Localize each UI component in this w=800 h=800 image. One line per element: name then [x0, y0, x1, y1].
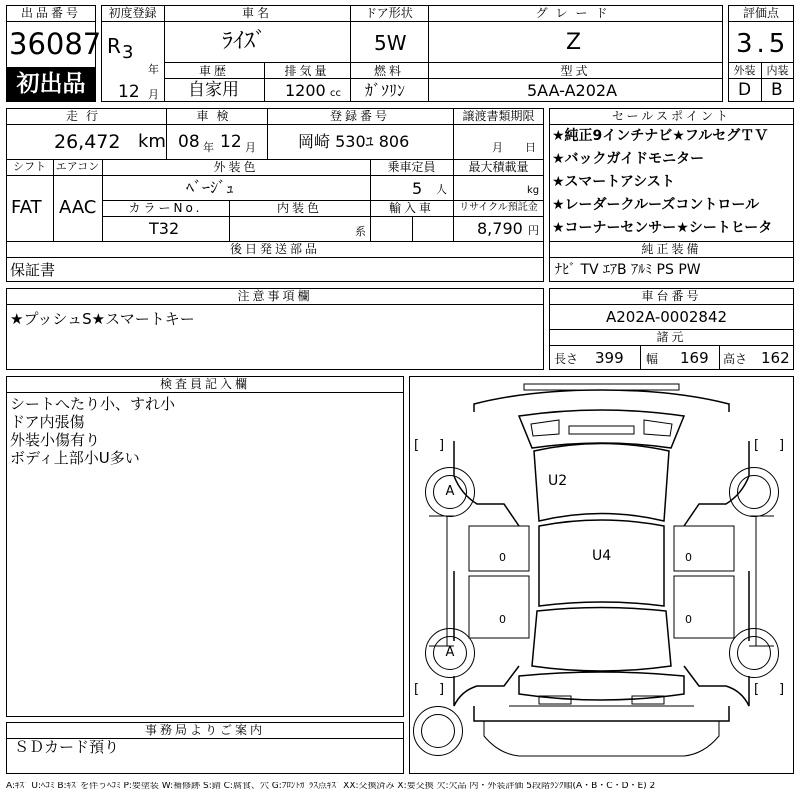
mileage: 26,472	[54, 131, 121, 153]
width: 169	[680, 349, 709, 367]
transfer-day-unit: 日	[525, 141, 536, 154]
inspector-label: 検査員記入欄	[159, 377, 250, 391]
selling-point-item: ★スマートアシスト	[552, 174, 675, 190]
later-parts-label: 後日発送部品	[229, 242, 320, 256]
era: R	[107, 34, 121, 58]
capacity-label: 乗車定員	[387, 160, 436, 174]
interior-grade: B	[771, 80, 783, 100]
import-label: 輸入車	[388, 201, 434, 215]
inspector-line: ボディ上部小U多い	[10, 449, 140, 467]
later-parts: 保証書	[10, 261, 56, 279]
wheel-front-right-inner	[737, 475, 771, 509]
air-conditioner: AAC	[59, 197, 97, 218]
door-label: ドア形状	[365, 6, 413, 20]
ac-label: エアコン	[55, 160, 100, 173]
year-unit: 年	[148, 63, 159, 76]
int-color-unit: 系	[355, 225, 366, 238]
recycle-unit: 円	[528, 224, 539, 237]
ext-color: ﾍﾞｰｼﾞｭ	[186, 178, 235, 197]
divider	[6, 175, 544, 176]
width-label: 幅	[646, 352, 659, 366]
model-label: 型式	[560, 64, 591, 78]
selling-points-label: セールスポイント	[612, 109, 731, 123]
divider	[102, 216, 544, 217]
diagram-mark: 0	[499, 613, 506, 626]
inspection-year-unit: 年	[203, 141, 214, 154]
interior-label: 内装	[766, 64, 789, 77]
car-name-label: 車名	[241, 6, 272, 20]
divider	[549, 124, 794, 125]
selling-point-item: ★バックガイドモニター	[552, 151, 705, 167]
inspector-line: ドア内張傷	[10, 413, 85, 431]
divider	[164, 78, 723, 79]
divider	[6, 392, 404, 393]
equipment-label: 純正装備	[641, 242, 702, 256]
grade-label: グレード	[535, 6, 616, 20]
length-label: 長さ	[554, 352, 579, 366]
divider	[6, 124, 544, 125]
notes-label: 注意事項欄	[237, 289, 313, 303]
divider	[6, 304, 544, 305]
height: 162	[761, 349, 790, 367]
damage-mark-a: A	[433, 636, 467, 670]
lot-number: 36087	[9, 27, 102, 61]
registration-month: 12	[118, 82, 140, 102]
office-notice: ＳＤカード預り	[14, 738, 120, 756]
diagram-mark: ]	[439, 682, 445, 697]
diagram-mark: ]	[439, 438, 445, 453]
chassis-number: A202A-0002842	[606, 308, 728, 326]
diagram-mark: 0	[499, 551, 506, 564]
divider	[101, 21, 723, 22]
divider	[6, 21, 96, 22]
damage-mark-a: A	[433, 475, 467, 509]
recycle-fee: 8,790	[477, 219, 523, 238]
fuel-label: 燃料	[373, 64, 404, 78]
model-code: 5AA-A202A	[527, 81, 618, 100]
history: 自家用	[188, 80, 239, 100]
diagram-mark: ]	[779, 682, 785, 697]
displacement-unit: cc	[330, 88, 341, 99]
capacity-unit: 人	[436, 183, 447, 196]
divider	[549, 345, 794, 346]
damage-mark-u2: U2	[548, 473, 568, 489]
transfer-deadline-label: 譲渡書類期限	[462, 109, 535, 123]
divider	[412, 216, 413, 241]
mileage-label: 走行	[65, 109, 106, 123]
diagram-mark: [	[754, 438, 760, 453]
score: 3.5	[736, 29, 790, 59]
height-label: 高さ	[723, 352, 748, 366]
color-no: T32	[149, 219, 180, 238]
inspector-line: シートへたり小、すれ小	[10, 395, 176, 413]
selling-point-item: ★コーナーセンサー★シートヒータ	[552, 220, 773, 236]
diagram-mark: 0	[685, 613, 692, 626]
plate-number: 岡崎 530ﾕ 806	[298, 132, 410, 151]
car-name: ﾗｲｽﾞ	[222, 29, 267, 54]
color-no-label: カラーNo.	[128, 201, 203, 215]
mileage-unit: km	[138, 131, 166, 152]
legend: A:ｷｽﾞ U:ﾍｺﾐ B:ｷｽﾞを伴うﾍｺﾐ P:要塗装 W:補修跡 S:錆 C:腐食、穴 G:ﾌﾛﾝﾄｶﾞﾗｽ点ｷｽﾞ XX:交換済み X:要交換 欠:欠品 内・外装評価 5段階ﾗﾝｸ順(A・B・C・D・E) 2	[6, 782, 656, 791]
capacity: 5	[412, 179, 423, 198]
divider	[164, 5, 165, 102]
selling-point-item: ★レーダークルーズコントロール	[552, 197, 760, 213]
exterior-label: 外装	[733, 64, 756, 77]
divider	[719, 345, 720, 370]
length: 399	[595, 349, 624, 367]
transfer-month-unit: 月	[492, 141, 503, 154]
equipment: ﾅﾋﾞ TV ｴｱB ｱﾙﾐ PS PW	[555, 262, 701, 278]
inspection-month-unit: 月	[245, 141, 256, 154]
divider	[728, 21, 794, 22]
diagram-mark: [	[414, 682, 420, 697]
chassis-label: 車台番号	[641, 289, 702, 303]
diagram-mark: ]	[779, 438, 785, 453]
load-unit: kg	[527, 185, 540, 196]
divider	[549, 304, 794, 305]
divider	[6, 257, 544, 258]
month-unit: 月	[148, 88, 159, 101]
registration-year: 3	[122, 42, 134, 63]
plate-label: 登録番号	[329, 109, 390, 123]
divider	[164, 62, 723, 63]
displacement-label: 排気量	[284, 64, 330, 78]
spare-wheel-inner	[421, 714, 455, 748]
door-type: 5W	[374, 31, 407, 55]
inspection-year: 08	[178, 132, 200, 152]
car-outline-diagram	[409, 376, 794, 774]
divider	[640, 345, 641, 370]
notes: ★プッシュS★スマートキー	[10, 310, 195, 328]
diagram-mark: [	[754, 682, 760, 697]
score-label: 評価点	[742, 6, 779, 20]
damage-mark-u4: U4	[592, 548, 612, 564]
divider	[549, 257, 794, 258]
int-color-label: 内装色	[276, 201, 322, 215]
selling-point-item: ★純正9インチナビ★フルセグＴＶ	[552, 128, 769, 144]
inspection-label: 車検	[196, 109, 237, 123]
inspection-month: 12	[220, 132, 242, 152]
first-listing-badge: 初出品	[7, 67, 95, 101]
diagram-mark: 0	[685, 551, 692, 564]
max-load-label: 最大積載量	[468, 160, 529, 174]
exterior-grade: D	[738, 80, 752, 100]
shift: FAT	[11, 197, 42, 218]
fuel: ｶﾞｿﾘﾝ	[365, 81, 406, 100]
grade: Z	[566, 30, 582, 55]
first-registration-label: 初度登録	[108, 6, 157, 20]
history-label: 車歴	[198, 64, 229, 78]
inspector-line: 外装小傷有り	[10, 431, 101, 449]
recycle-label: リサイクル預託金	[459, 202, 538, 213]
wheel-rear-right-inner	[737, 636, 771, 670]
dimensions-label: 諸元	[656, 330, 687, 344]
displacement: 1200	[285, 81, 326, 100]
diagram-mark: [	[414, 438, 420, 453]
office-label: 事務局よりご案内	[144, 723, 265, 737]
lot-number-label: 出品番号	[20, 6, 81, 20]
shift-label: シフト	[13, 160, 46, 173]
ext-color-label: 外装色	[213, 160, 259, 174]
